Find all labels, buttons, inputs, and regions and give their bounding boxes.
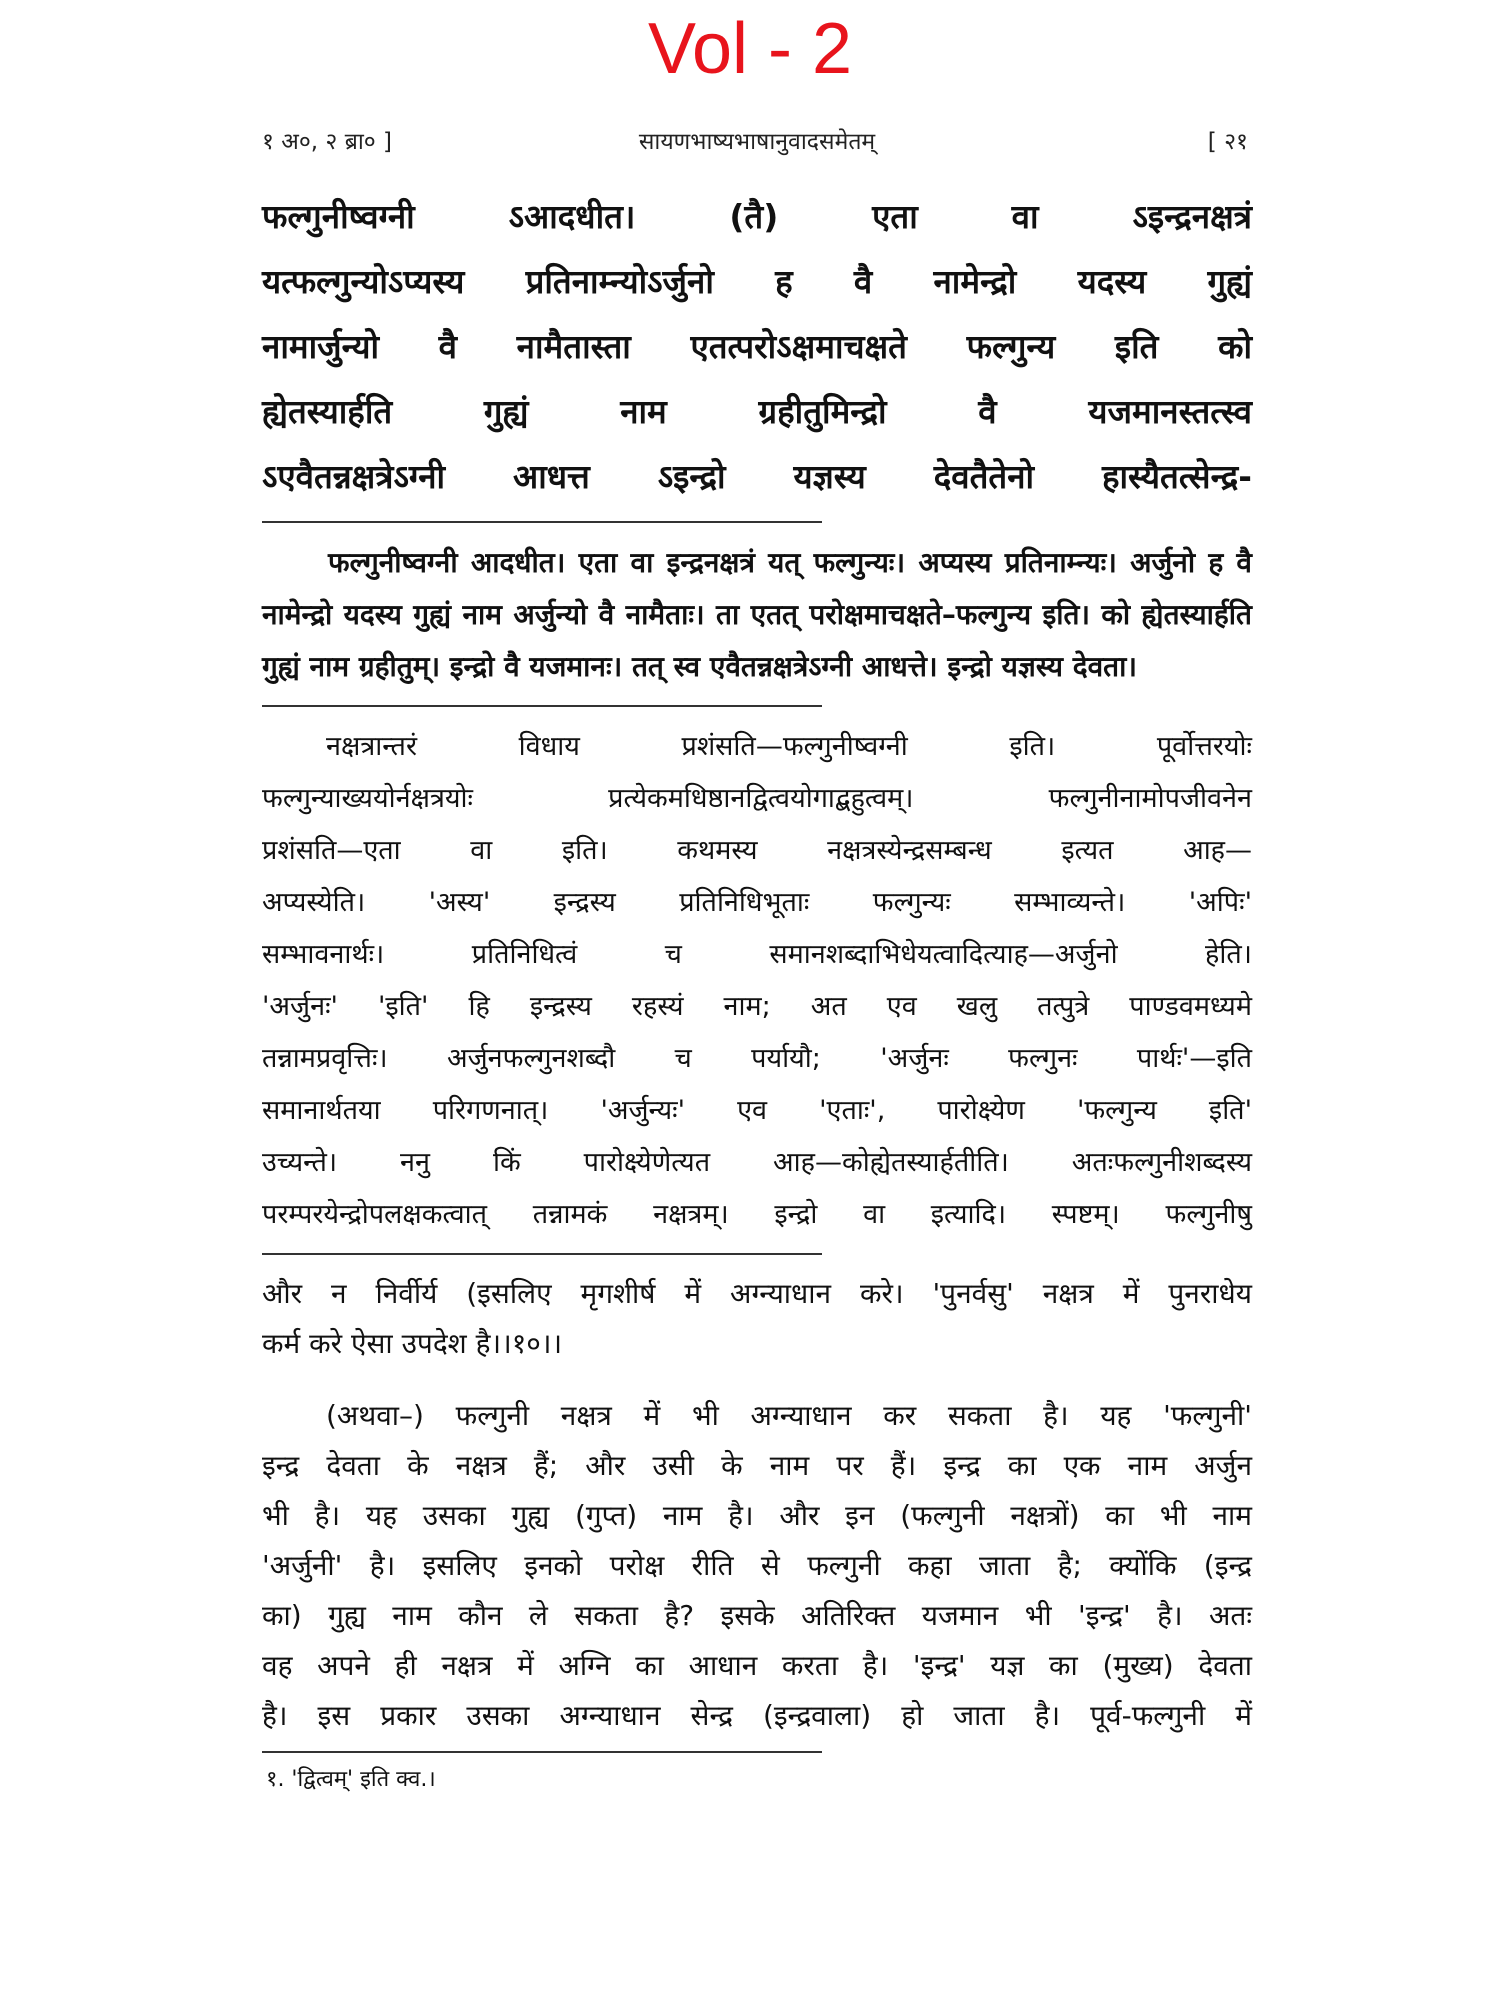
hindi-line: (अथवा–) फल्गुनी नक्षत्र में भी अग्न्याधान कर सकता है। यह 'फल्गुनी' [326,1399,1252,1432]
divider [262,521,822,523]
mantra-line: ऽएवैतन्नक्षत्रेऽग्नी आधत्त ऽइन्द्रो यज्ञस्य देवतैतेनो हास्यैतत्सेन्द्र- [262,457,1252,496]
commentary-line: 'अर्जुनः' 'इति' हि इन्द्रस्य रहस्यं नाम; अत एव खलु तत्पुत्रे पाण्डवमध्यमे [262,991,1252,1022]
mantra-line: ह्येतस्यार्हति गुह्यं नाम ग्रहीतुमिन्द्रो वै यजमानस्तत्स्व [262,392,1252,431]
divider [262,1253,822,1255]
footnote-divider [262,1751,822,1753]
hindi-line: वह अपने ही नक्षत्र में अग्नि का आधान करता है। 'इन्द्र' यज्ञ का (मुख्य) देवता [262,1649,1252,1682]
hindi-line: इन्द्र देवता के नक्षत्र हैं; और उसी के नाम पर हैं। इन्द्र का एक नाम अर्जुन [262,1449,1252,1482]
commentary-line: सम्भावनार्थः। प्रतिनिधित्वं च समानशब्दाभिधेयत्वादित्याह—अर्जुनो हेति। [262,939,1252,970]
hindi-line: कर्म करे ऐसा उपदेश है।।१०।। [262,1327,563,1360]
commentary-line: प्रशंसति—एता वा इति। कथमस्य नक्षत्रस्येन्द्रसम्बन्ध इत्यत आह— [262,835,1252,866]
mantra-line: फल्गुनीष्वग्नी ऽआदधीत। (तै) एता वा ऽइन्द्रनक्षत्रं [262,197,1252,236]
commentary-line: उच्यन्ते। ननु किं पारोक्ष्येणेत्यत आह—कोह्येतस्यार्हतीति। अतःफल्गुनीशब्दस्य [262,1147,1252,1178]
mantra-text [262,184,1252,509]
hindi-line: भी है। यह उसका गुह्य (गुप्त) नाम है। और इन (फल्गुनी नक्षत्रों) का भी नाम [262,1499,1252,1532]
hindi-translation [262,1269,1252,1741]
running-header [262,118,1252,158]
divider [262,705,822,707]
mantra-line: नामार्जुन्यो वै नामैतास्ता एतत्परोऽक्षमाचक्षते फल्गुन्य इति को [262,327,1252,366]
commentary-line: समानार्थतया परिगणनात्। 'अर्जुन्यः' एव 'एताः', पारोक्ष्येण 'फल्गुन्य इति' [262,1095,1252,1126]
commentary-line: अप्यस्येति। 'अस्य' इन्द्रस्य प्रतिनिधिभूताः फल्गुन्यः सम्भाव्यन्ते। 'अपिः' [262,887,1252,918]
sayana-commentary [262,721,1252,1241]
footnote: १. 'द्वित्वम्' इति क्व.। [266,1767,436,1792]
mantra-line: यत्फल्गुन्योऽप्यस्य प्रतिनाम्न्योऽर्जुनो ह वै नामेन्द्रो यदस्य गुह्यं [262,262,1252,301]
hindi-line: का) गुह्य नाम कौन ले सकता है? इसके अतिरिक्त यजमान भी 'इन्द्र' है। अतः [262,1599,1252,1632]
hindi-line: है। इस प्रकार उसका अग्न्याधान सेन्द्र (इन्द्रवाला) हो जाता है। पूर्व-फल्गुनी में [262,1699,1252,1732]
padapatha-text: फल्गुनीष्वग्नी आदधीत। एता वा इन्द्रनक्षत्रं यत् फल्गुन्यः। अप्यस्य प्रतिनाम्न्यः। अर्जुनो ह वै नामेन्द्रो यदस्य गुह्यं नाम अर्जुन्यो वै नामैताः। ता एतत् परोक्षमाचक्षते–फल्गुन्य इति। को ह्येतस्यार्हति गुह्यं नाम ग्रहीतुम्। इन्द्रो वै यजमानः। तत् स्व एवैतन्नक्षत्रेऽग्नी आधत्ते। इन्द्रो यज्ञस्य देवता। [262,546,1252,683]
hindi-line: और न निर्वीर्य (इसलिए मृगशीर्ष में अग्न्याधान करे। 'पुनर्वसु' नक्षत्र में पुनराधेय [262,1277,1252,1310]
volume-label: Vol - 2 [647,9,853,89]
commentary-line: परम्परयेन्द्रोपलक्षकत्वात् तन्नामकं नक्षत्रम्। इन्द्रो वा इत्यादि। स्पष्टम्। फल्गुनीषु [262,1199,1252,1230]
commentary-line: नक्षत्रान्तरं विधाय प्रशंसति—फल्गुनीष्वग्नी इति। पूर्वोत्तरयोः [326,731,1252,762]
book-page [262,118,1252,1793]
header-page-number: [ २१ [1207,129,1248,155]
commentary-line: तन्नामप्रवृत्तिः। अर्जुनफल्गुनशब्दौ च पर्यायौ; 'अर्जुनः फल्गुनः पार्थः'—इति [262,1043,1252,1074]
header-title: सायणभाष्यभाषानुवादसमेतम् [638,129,876,155]
commentary-line: फल्गुन्याख्ययोर्नक्षत्रयोः प्रत्येकमधिष्ठानद्वित्वयोगाद्बहुत्वम्। फल्गुनीनामोपजीवनेन [262,783,1252,814]
hindi-line: 'अर्जुनी' है। इसलिए इनको परोक्ष रीति से फल्गुनी कहा जाता है; क्योंकि (इन्द्र [262,1549,1252,1582]
header-left: १ अ०, २ ब्रा० ] [262,129,393,155]
